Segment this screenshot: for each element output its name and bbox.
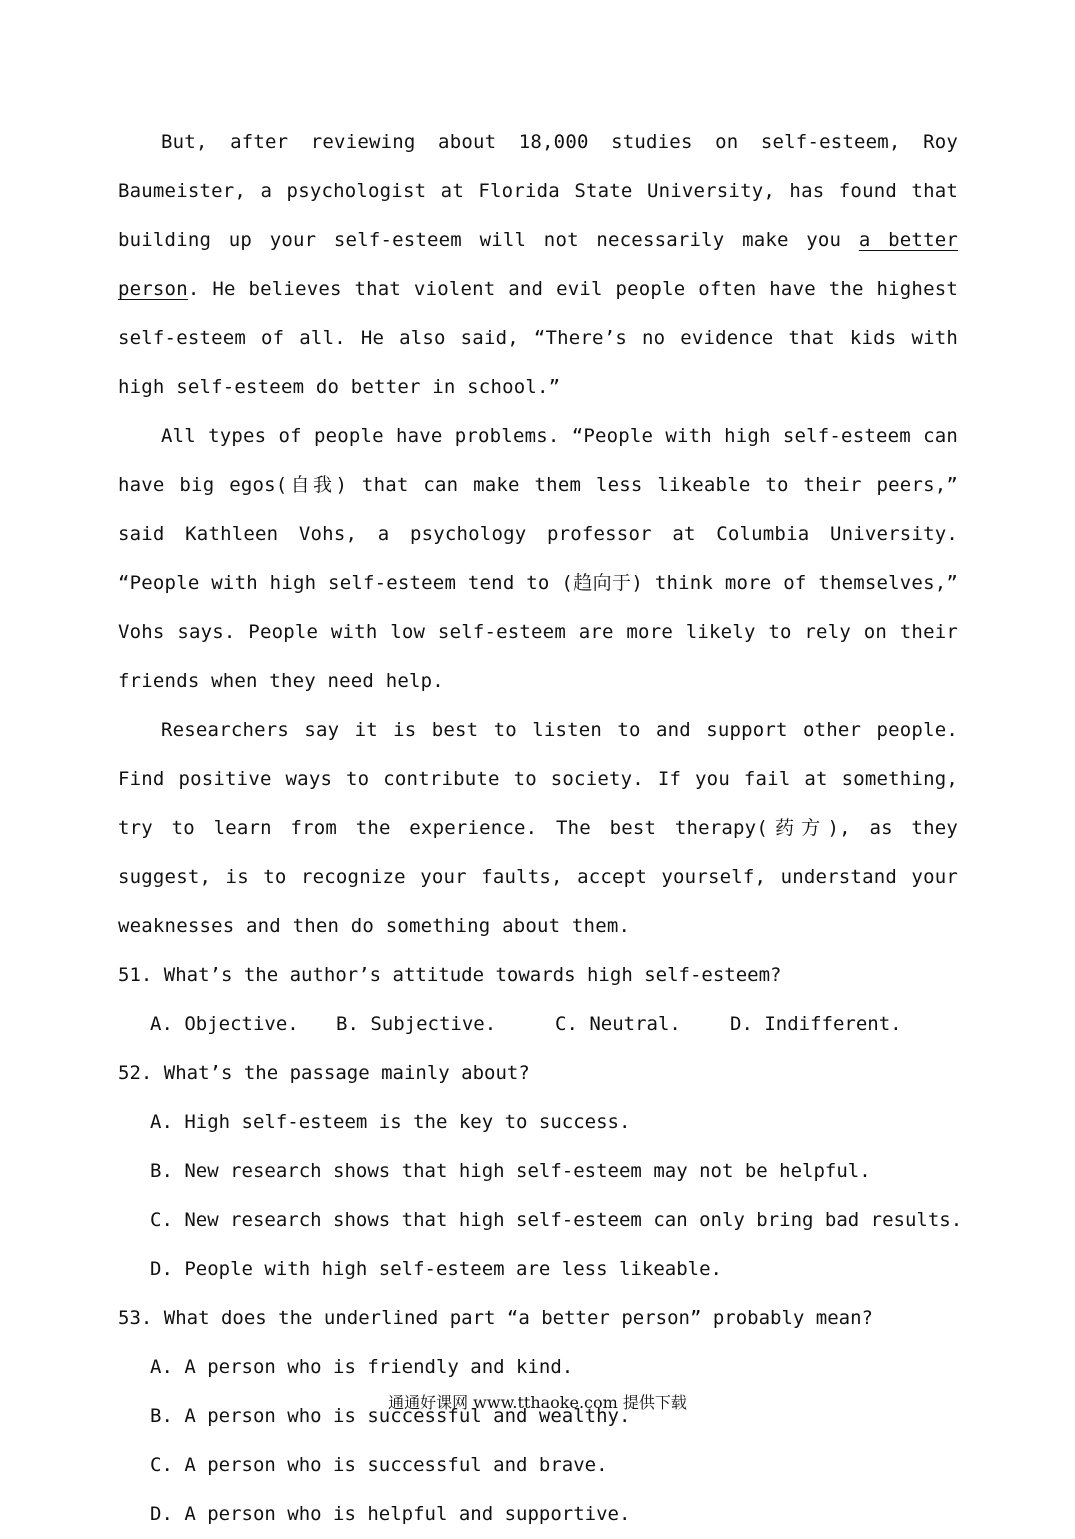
question-51-options [118, 1000, 958, 1049]
exam-page [118, 118, 963, 1539]
question-51-option-c[interactable]: C. Neutral. [555, 1013, 681, 1035]
question-51-option-a[interactable]: A. Objective. [150, 1013, 299, 1035]
passage-paragraph-3: Researchers say it is best to listen to and support other people. Find positive ways to contribute to society. If you fail at something, try to learn from the experience. The best therapy(药方), as they suggest, is to recognize your faults, accept yourself, understand your weaknesses and then do something about them. [118, 719, 958, 937]
question-51-stem: 51. What’s the author’s attitude towards high self-esteem? [118, 964, 782, 986]
question-52-option-d[interactable]: D. People with high self-esteem are less likeable. [150, 1258, 722, 1280]
question-52-stem: 52. What’s the passage mainly about? [118, 1062, 530, 1084]
question-52-option-c[interactable]: C. New research shows that high self-esteem can only bring bad results. [150, 1209, 963, 1231]
question-53-option-b[interactable]: B. A person who is successful and wealthy. [150, 1405, 631, 1427]
underlined-phrase: a better person [118, 229, 958, 300]
question-52-option-b[interactable]: B. New research shows that high self-esteem may not be helpful. [150, 1160, 871, 1182]
question-53-option-c[interactable]: C. A person who is successful and brave. [150, 1454, 608, 1476]
question-53-stem: 53. What does the underlined part “a better person” probably mean? [118, 1307, 873, 1329]
paragraph-1-text-after: . He believes that violent and evil people often have the highest self-esteem of all. He also said, “There’s no evidence that kids with high self-esteem do better in school.” [118, 278, 958, 398]
paragraph-1-text-before: But, after reviewing about 18,000 studies on self-esteem, Roy Baumeister, a psychologist at Florida State University, has found that building up your self-esteem will not necessarily make you [118, 131, 958, 251]
question-53-option-a[interactable]: A. A person who is friendly and kind. [150, 1356, 574, 1378]
question-51-option-b[interactable]: B. Subjective. [336, 1013, 497, 1035]
passage-paragraph-1 [118, 118, 958, 412]
question-53-option-d[interactable]: D. A person who is helpful and supportive. [150, 1503, 631, 1525]
page-footer: 通通好课网 www.tthaoke.com 提供下载 [388, 1393, 687, 1412]
question-52-option-a[interactable]: A. High self-esteem is the key to success. [150, 1111, 631, 1133]
question-51-option-d[interactable]: D. Indifferent. [730, 1013, 902, 1035]
passage-paragraph-2: All types of people have problems. “People with high self-esteem can have big egos(自我) that can make them less likeable to their peers,” said Kathleen Vohs, a psychology professor at Columbia University. “People with high self-esteem tend to (趋向于) think more of themselves,” Vohs says. People with low self-esteem are more likely to rely on their friends when they need help. [118, 425, 958, 692]
